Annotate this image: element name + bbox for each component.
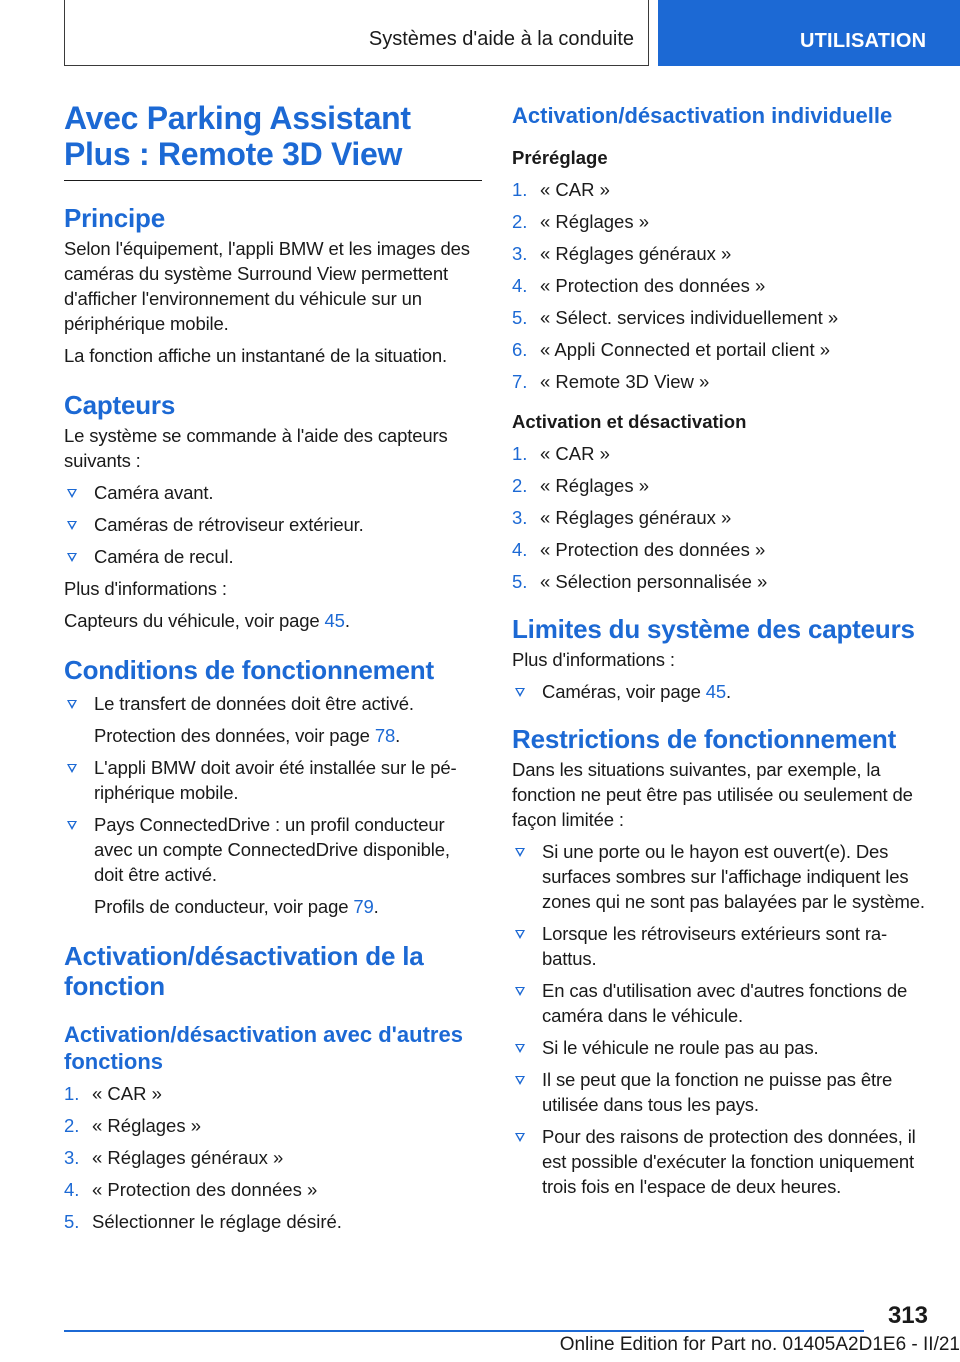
list-item: Le transfert de données doit être activé. Protection des données, voir page 78. (64, 691, 482, 748)
list-item: 2. « Réglages » (512, 475, 650, 496)
capteurs-more-info: Plus d'informations : (64, 578, 227, 599)
bullet-triangle-icon (515, 987, 525, 996)
page-title: Avec Parking Assistant Plus : Remote 3D View (64, 100, 482, 181)
list-item: Caméra de recul. (64, 544, 482, 569)
bullet-triangle-icon (515, 848, 525, 857)
principe-paragraph-1: Selon l'équipement, l'appli BMW et les images des caméras du système Surround View permettent d'afficher l'environnement du véhicule sur un périphérique mobile. (64, 238, 470, 334)
list-item: 3. « Réglages généraux » (512, 507, 732, 528)
bullet-triangle-icon (67, 764, 77, 773)
bullet-triangle-icon (515, 930, 525, 939)
bullet-triangle-icon (67, 521, 77, 530)
page-link-79[interactable]: 79 (353, 896, 374, 917)
left-column (64, 100, 482, 1241)
list-item: Pays ConnectedDrive : un profil conducteur avec un compte ConnectedDrive disponible, doit être activé. Profils de conducteur, voir page 79. (64, 812, 482, 919)
header-chapter-tab[interactable] (658, 0, 960, 66)
bullet-triangle-icon (515, 1076, 525, 1085)
heading-principe: Principe (64, 203, 165, 233)
header-chapter-label: UTILISATION (800, 30, 927, 52)
heading-capteurs: Capteurs (64, 390, 176, 420)
conditions-list (64, 691, 482, 919)
list-item: 6. « Appli Connected et portail client » (512, 339, 831, 360)
list-item: 5. « Sélect. services individuellement » (512, 307, 839, 328)
bullet-triangle-icon (67, 821, 77, 830)
header-section-box (64, 0, 649, 66)
list-item: 2. « Réglages » (512, 211, 650, 232)
list-item: Si le véhicule ne roule pas au pas. (512, 1035, 930, 1060)
list-item: Caméras de rétroviseur extérieur. (64, 512, 482, 537)
heading-activation: Activation/désactivation de la fonction (64, 941, 424, 1001)
bullet-triangle-icon (515, 688, 525, 697)
heading-activation-desactivation: Activation et désactivation (512, 411, 747, 432)
list-item: 7. « Remote 3D View » (512, 371, 710, 392)
list-item: Caméras, voir page 45. (512, 679, 930, 704)
heading-restrictions: Restrictions de fonctionnement (512, 724, 897, 754)
subheading-activation-autres: Activation/désactivation avec d'autres fonctions (64, 1022, 463, 1074)
list-item: 4. « Protection des données » (512, 275, 766, 296)
list-item: 1. « CAR » (512, 179, 610, 200)
list-item: 3. « Réglages généraux » (512, 243, 732, 264)
list-item: 4. « Protection des données » (512, 539, 766, 560)
conditions-reference-3: Profils de conducteur, voir page 79. (94, 896, 379, 917)
prereglage-steps (512, 177, 930, 394)
restrictions-list (512, 839, 930, 1199)
list-item: 1. « CAR » (512, 443, 610, 464)
list-item: Lorsque les rétroviseurs extérieurs sont rabattus. (512, 921, 930, 971)
header-section-title: Systèmes d'aide à la conduite (368, 28, 634, 50)
right-column (512, 100, 930, 1206)
principe-paragraph-2: La fonction affiche un instantané de la situation. (64, 345, 447, 366)
heading-prereglage: Préréglage (512, 147, 608, 168)
list-item: L'appli BMW doit avoir été installée sur le périphérique mobile. (64, 755, 482, 805)
list-item: Si une porte ou le hayon est ouvert(e). Des surfaces sombres sur l'affichage indiquent les zones qui ne sont pas balayées par le système. (512, 839, 930, 914)
capteurs-intro: Le système se commande à l'aide des capteurs suivants : (64, 425, 448, 471)
list-item: 3. « Réglages généraux » (64, 1147, 284, 1168)
capteurs-reference: Capteurs du véhicule, voir page 45. (64, 610, 350, 631)
page-link-78[interactable]: 78 (374, 725, 396, 746)
page-link-45-cameras[interactable]: 45 (705, 681, 727, 702)
list-item: 5. « Sélection personnalisée » (512, 571, 768, 592)
list-item: 1. « CAR » (64, 1083, 162, 1104)
heading-limites: Limites du système des capteurs (512, 614, 915, 644)
conditions-reference-1: Protection des données, voir page 78. (94, 725, 401, 746)
limites-list (512, 679, 930, 704)
activation-steps (64, 1081, 482, 1234)
limites-more-info: Plus d'informations : (512, 649, 675, 670)
activation-desactivation-steps (512, 441, 930, 594)
list-item: 4. « Protection des données » (64, 1179, 318, 1200)
footer-edition: Online Edition for Part no. 01405A2D1E6 - II/21 (559, 1334, 960, 1355)
bullet-triangle-icon (67, 489, 77, 498)
list-item: Pour des raisons de protection des données, il est possible d'exécuter la fonction uniquement trois fois en l'espace de deux heures. (512, 1124, 930, 1199)
list-item: Il se peut que la fonction ne puisse pas être utilisée dans tous les pays. (512, 1067, 930, 1117)
list-item: 2. « Réglages » (64, 1115, 202, 1136)
footer-divider (64, 1330, 864, 1332)
list-item: 5. Sélectionner le réglage désiré. (64, 1211, 342, 1232)
heading-conditions: Conditions de fonctionnement (64, 655, 434, 685)
list-item: En cas d'utilisation avec d'autres fonctions de caméra dans le véhicule. (512, 978, 930, 1028)
bullet-triangle-icon (515, 1044, 525, 1053)
bullet-triangle-icon (515, 1133, 525, 1142)
heading-activation-individuelle: Activation/désactivation individuelle (512, 103, 893, 128)
restrictions-intro: Dans les situations suivantes, par exemple, la fonction ne peut être pas utilisée ou seulement de façon limitée : (512, 759, 913, 830)
bullet-triangle-icon (67, 553, 77, 562)
page-number: 313 (887, 1302, 928, 1329)
list-item: Caméra avant. (64, 480, 482, 505)
capteurs-list (64, 480, 482, 569)
page-link-45[interactable]: 45 (324, 610, 345, 631)
bullet-triangle-icon (67, 700, 77, 709)
